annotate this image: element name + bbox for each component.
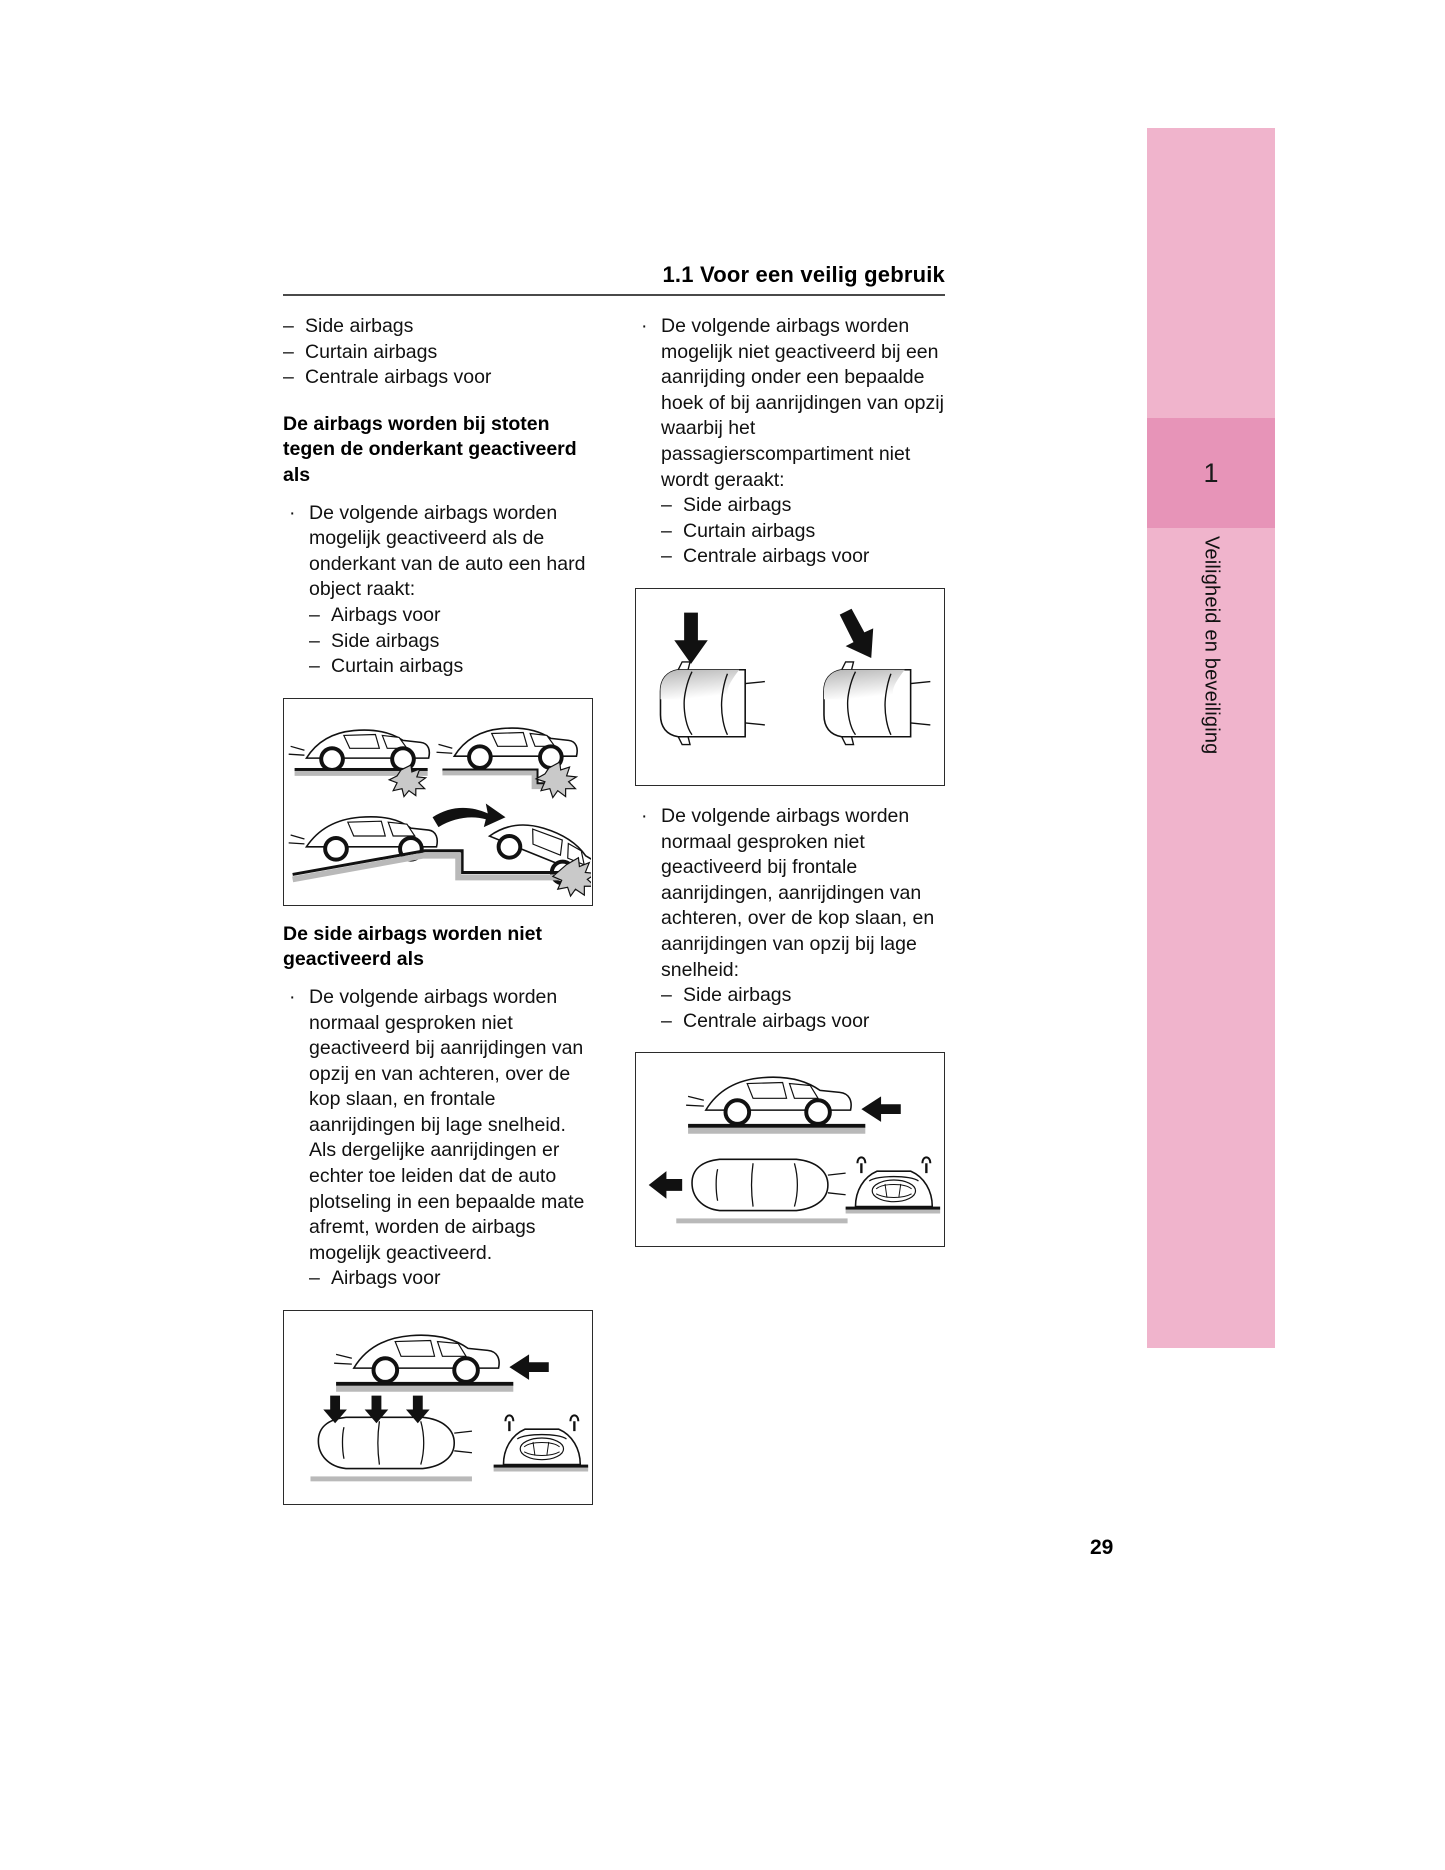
dash-icon: – [283, 340, 294, 363]
underbody-impact-figure [283, 698, 593, 906]
list-item: – Centrale airbags voor [661, 544, 945, 570]
bullet-text: De volgende airbags worden normaal gesproken niet geactiveerd bij aanrijdingen van opzij en van achteren, over de kop slaan, en frontale aanrijdingen bij lage snelheid. Als dergelijke aanrijdingen er echter toe leiden dat de auto plotseling in een bepaalde mate afremt, worden de airbags mogelijk geactiveerd. [309, 985, 585, 1264]
angled-side-impact-figure [635, 588, 945, 786]
bullet-dot-icon: · [641, 315, 648, 337]
rear-side-impact-figure [283, 1310, 593, 1505]
dash-icon: – [661, 984, 672, 1007]
dash-icon: – [661, 545, 672, 568]
list-item: – Side airbags [661, 983, 945, 1009]
left-column [283, 314, 593, 1505]
chapter-side-tab [1147, 128, 1275, 1348]
dash-icon: – [309, 1267, 320, 1290]
bullet-dot-icon: · [289, 501, 296, 524]
left-top-dash-list [283, 314, 593, 391]
dash-icon: – [309, 629, 320, 652]
list-item: – Side airbags [283, 314, 593, 340]
left-bullet1-dash-list [309, 603, 593, 680]
section-heading-underbody: De airbags worden bij stoten tegen de onderkant geactiveerd als [283, 412, 577, 486]
page-header [283, 262, 945, 288]
page-title: 1.1 Voor een veilig gebruik [662, 262, 945, 287]
dash-icon: – [309, 603, 320, 626]
list-item: – Centrale airbags voor [283, 365, 593, 391]
rear-and-side-impact-illustration [284, 1311, 591, 1503]
dash-icon: – [661, 494, 672, 517]
bullet-item [283, 501, 593, 603]
chapter-number: 1 [1203, 457, 1219, 488]
list-item: – Curtain airbags [283, 340, 593, 366]
chapter-label-text: Veiligheid en beveiliging [1200, 536, 1223, 755]
bullet-text: De volgende airbags worden normaal gesproken niet geactiveerd bij frontale aanrijdingen, aanrijdingen van achteren, over de kop slaan, en aanrijdingen van opzij bij lage snelheid: [661, 804, 935, 981]
page-number: 29 [1090, 1536, 1114, 1559]
dash-icon: – [309, 655, 320, 678]
right-column [635, 314, 945, 1247]
dash-icon: – [661, 1009, 672, 1032]
section-heading-side-airbags: De side airbags worden niet geactiveerd als [283, 922, 542, 971]
list-item: – Curtain airbags [661, 519, 945, 545]
dash-icon: – [283, 315, 294, 337]
list-item: – Centrale airbags voor [661, 1009, 945, 1035]
chapter-label [1147, 536, 1275, 956]
list-item: – Side airbags [661, 493, 945, 519]
bullet-item [283, 985, 593, 1267]
bullet-item [635, 314, 945, 493]
dash-icon: – [283, 366, 294, 389]
bullet-item [635, 804, 945, 983]
frontal-and-rollover-illustration [636, 1053, 943, 1245]
header-divider [283, 294, 945, 296]
list-item: – Side airbags [309, 629, 593, 655]
underbody-impact-illustration [284, 699, 591, 904]
bullet-dot-icon: · [289, 985, 296, 1008]
right-bullet2-dash-list [661, 983, 945, 1034]
chapter-number-block [1147, 418, 1275, 528]
bullet-text: De volgende airbags worden mogelijk niet geactiveerd bij een aanrijding onder een bepaalde hoek of bij aanrijdingen van opzij waarbij het passagierscompartiment niet wordt geraakt: [661, 315, 944, 491]
list-item: – Airbags voor [309, 603, 593, 629]
right-bullet1-dash-list [661, 493, 945, 570]
angled-side-impact-illustration [636, 589, 943, 784]
list-item: – Airbags voor [309, 1266, 593, 1292]
frontal-rollover-figure [635, 1052, 945, 1247]
list-item: – Curtain airbags [309, 654, 593, 680]
bullet-dot-icon: · [641, 804, 648, 827]
bullet-text: De volgende airbags worden mogelijk geactiveerd als de onderkant van de auto een hard object raakt: [309, 501, 586, 601]
dash-icon: – [661, 519, 672, 542]
left-bullet2-dash-list [309, 1266, 593, 1292]
